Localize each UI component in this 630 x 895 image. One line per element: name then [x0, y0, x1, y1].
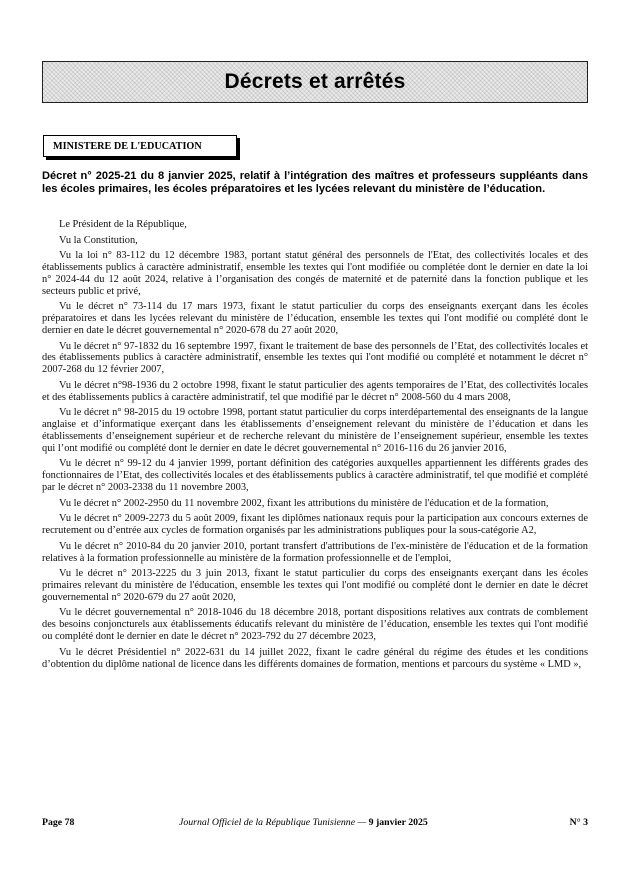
ministry-label-box — [43, 135, 237, 157]
decree-paragraph: Vu le décret n° 98-2015 du 19 octobre 1998, portant statut particulier du corps interdépartemental des enseignants de la langue anglaise et d’informatique exerçant dans les établissements d’enseignement relevant du ministère de l’éducation et dans les établissements d’enseignement supérieur et de recherche relevant du ministère de l’enseignement supérieur, ensemble les textes qui l’ont modifié ou complété dont le dernier en date le décret gouvernemental n° 2016-116 du 26 janvier 2016, — [42, 407, 588, 454]
decree-body — [42, 219, 588, 674]
section-title: Décrets et arrêtés — [224, 70, 406, 93]
decree-paragraph: Le Président de la République, — [59, 219, 187, 230]
decree-paragraph: Vu le décret n° 97-1832 du 16 septembre 1997, fixant le traitement de base des personnels de l’Etat, des collectivités locales et des établissements publics à caractère administratif, ensemble les textes qui l'ont modifié ou complété et notamment le décret n° 2007-268 du 12 février 2007, — [42, 340, 588, 376]
decree-paragraph: Vu le décret n° 73-114 du 17 mars 1973, fixant le statut particulier du corps des enseignants exerçant dans les écoles préparatoires et dans les lycées relevant du ministère de l’éducation, ensemble les textes qui l'ont modifié ou complété dont le dernier en date le décret gouvernemental n° 2020-678 du 27 août 2020, — [42, 301, 588, 337]
issue-number: N° 3 — [569, 817, 588, 828]
ministry-label: MINISTERE DE L'EDUCATION — [53, 140, 202, 152]
decree-paragraph: Vu le décret n° 2013-2225 du 3 juin 2013, fixant le statut particulier du corps des enseignants exerçant dans les écoles primaires relevant du ministère de l'éducation, ensemble les textes qui l'ont modifié ou complété dont le dernier en date le décret gouvernemental n° 2020-679 du 27 août 2020, — [42, 568, 588, 603]
journal-name: Journal Officiel de la République Tunisienne — — [179, 817, 369, 828]
journal-reference — [179, 817, 428, 828]
decree-paragraph: Vu le décret Présidentiel n° 2022-631 du 14 juillet 2022, fixant le cadre général du régime des études et les conditions d’obtention du diplôme national de licence dans les différents domaines de formation, mentions et parcours du système « LMD », — [42, 646, 588, 670]
section-header-banner — [42, 61, 588, 103]
decree-paragraph: Vu le décret n° 2009-2273 du 5 août 2009, fixant les diplômes nationaux requis pour la participation aux concours externes de recrutement ou d’entrée aux cycles de formation organisés par les administrations publiques pour la sous-catégorie A2, — [42, 513, 588, 537]
decree-paragraph: Vu le décret n° 99-12 du 4 janvier 1999, portant définition des catégories auxquelles appartiennent les différents grades des fonctionnaires de l’Etat, des collectivités locales et des établissements publics à caractère administratif, tel que modifié et complété par le décret n° 2003-2338 du 11 novembre 2003, — [42, 458, 588, 494]
decree-paragraph: Vu le décret n°98-1936 du 2 octobre 1998, fixant le statut particulier des agents temporaires de l’Etat, des collectivités locales et des établissements publics à caractère administratif, tel que modifié par le décret n° 2008-560 du 4 mars 2008, — [42, 379, 588, 403]
decree-paragraph: Vu le décret n° 2010-84 du 20 janvier 2010, portant transfert d'attributions de l'ex-ministère de l'éducation et de la formation relatives à la formation professionnelle au ministère de la formation professionnelle et de l'emploi, — [42, 540, 588, 564]
page-footer — [42, 817, 588, 831]
issue-date: 9 janvier 2025 — [368, 817, 428, 828]
decree-paragraph: Vu le décret n° 2002-2950 du 11 novembre 2002, fixant les attributions du ministère de l'éducation et de la formation, — [59, 497, 549, 509]
page-number: Page 78 — [42, 817, 75, 828]
decree-paragraph: Vu la Constitution, — [59, 234, 138, 246]
decree-paragraph: Vu la loi n° 83-112 du 12 décembre 1983, portant statut général des personnels de l'Etat, des collectivités locales et des établissements publics à caractère administratif, ensemble les textes qui l'ont modifiée ou complétée dont le dernier en date la loi n° 2024-44 du 12 août 2024, relative à l’organisation des congés de maternité et de paternité dans la fonction publique et les secteurs public et privé, — [42, 250, 588, 297]
decree-title: Décret n° 2025-21 du 8 janvier 2025, relatif à l’intégration des maîtres et professeurs suppléants dans les écoles primaires, les écoles préparatoires et les lycées relevant du ministère de l’éducation. — [42, 170, 588, 196]
decree-paragraph: Vu le décret gouvernemental n° 2018-1046 du 18 décembre 2018, portant dispositions relatives aux contrats de comblement des besoins conjoncturels aux établissements éducatifs relevant du ministère de l’éducation, ensemble les textes qui l'ont modifié ou complété dont le dernier en date le décret n° 2023-792 du 27 décembre 2023, — [42, 607, 588, 643]
